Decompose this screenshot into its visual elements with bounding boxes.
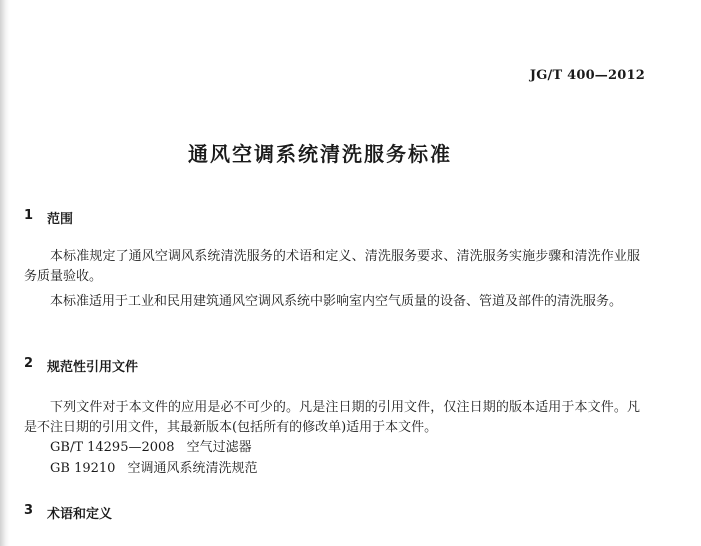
reference-item	[50, 438, 252, 458]
section-number: 1	[24, 208, 34, 223]
section-2-paragraph-1: 下列文件对于本文件的应用是必不可少的。凡是注日期的引用文件，仅注日期的版本适用于本文件。凡是不注日期的引用文件，其最新版本(包括所有的修改单)适用于本文件。	[24, 400, 640, 435]
reference-title: 空气过滤器	[186, 440, 252, 455]
section-3-heading	[24, 503, 112, 522]
reference-title: 空调通风系统清洗规范	[127, 461, 258, 476]
scan-shadow-edge	[0, 0, 10, 546]
section-title: 规范性引用文件	[47, 360, 139, 375]
document-title: 通风空调系统清洗服务标准	[188, 142, 452, 166]
section-2-heading	[24, 356, 138, 375]
section-1-paragraph-1: 本标准规定了通风空调风系统清洗服务的术语和定义、清洗服务要求、清洗服务实施步骤和清洗作业服务质量验收。	[24, 249, 640, 284]
section-number: 2	[24, 356, 34, 371]
section-1-paragraph-2: 本标准适用于工业和民用建筑通风空调风系统中影响室内空气质量的设备、管道及部件的清洗服务。	[50, 294, 623, 309]
section-number: 3	[24, 503, 34, 518]
standard-code: JG/T 400—2012	[529, 68, 645, 83]
section-title: 范围	[47, 212, 74, 227]
reference-item	[50, 459, 257, 479]
section-1-heading	[24, 208, 73, 227]
reference-code: GB 19210	[50, 461, 116, 476]
section-title: 术语和定义	[47, 507, 113, 522]
reference-code: GB/T 14295—2008	[50, 440, 175, 455]
